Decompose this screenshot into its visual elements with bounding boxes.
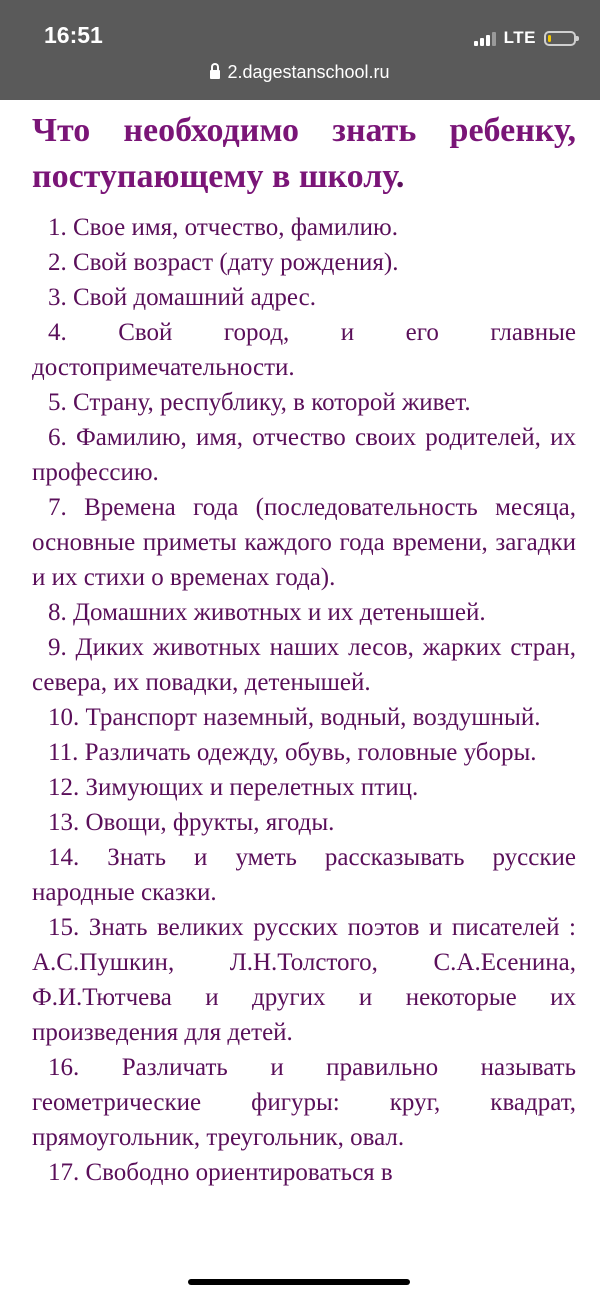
list-item: 16. Различать и правильно называть геометрические фигуры: круг, квадрат, прямоугольник, треугольник, овал. (32, 1054, 576, 1151)
battery-icon (544, 31, 576, 46)
status-indicators (474, 27, 576, 49)
home-indicator[interactable] (188, 1279, 410, 1285)
browser-header (0, 0, 600, 100)
list-item: 13. Овощи, фрукты, ягоды. (48, 809, 335, 836)
heading-punctuation: . (395, 158, 405, 195)
article-body (32, 108, 576, 1190)
heading-text: Что необходимо знать ребенку, поступающему в школу (32, 112, 576, 195)
lock-icon (210, 70, 220, 79)
list-item: 10. Транспорт наземный, водный, воздушный. (48, 704, 541, 731)
list-item: 12. Зимующих и перелетных птиц. (48, 774, 419, 801)
list-item: 8. Домашних животных и их детенышей. (48, 599, 486, 626)
requirements-list (32, 210, 576, 1190)
list-item: 1. Свое имя, отчество, фамилию. (48, 214, 398, 241)
list-item: 3. Свой домашний адрес. (48, 284, 316, 311)
url-text[interactable]: 2.dagestanschool.ru (227, 62, 390, 82)
signal-icon (474, 30, 496, 46)
list-item: 17. Свободно ориентироваться в (48, 1159, 393, 1186)
list-item: 15. Знать великих русских поэтов и писателей : А.С.Пушкин, Л.Н.Толстого, С.А.Есенина, Ф.И.Тютчева и других и некоторые их произведения для детей. (32, 914, 576, 1046)
page-title (32, 108, 576, 200)
list-item: 5. Страну, республику, в которой живет. (48, 389, 471, 416)
status-time: 16:51 (44, 22, 103, 48)
battery-level (548, 35, 551, 42)
list-item: 7. Времена года (последовательность месяца, основные приметы каждого года времени, загадки и их стихи о временах года). (32, 494, 576, 591)
list-item: 9. Диких животных наших лесов, жарких стран, севера, их повадки, детенышей. (32, 634, 576, 696)
address-bar[interactable] (0, 62, 600, 83)
list-item: 11. Различать одежду, обувь, головные уборы. (48, 739, 537, 766)
network-type: LTE (503, 28, 536, 47)
list-item: 6. Фамилию, имя, отчество своих родителей, их профессию. (32, 424, 576, 486)
list-item: 2. Свой возраст (дату рождения). (48, 249, 399, 276)
list-item: 4. Свой город, и его главные достопримечательности. (32, 319, 576, 381)
list-item: 14. Знать и уметь рассказывать русские народные сказки. (32, 844, 576, 906)
